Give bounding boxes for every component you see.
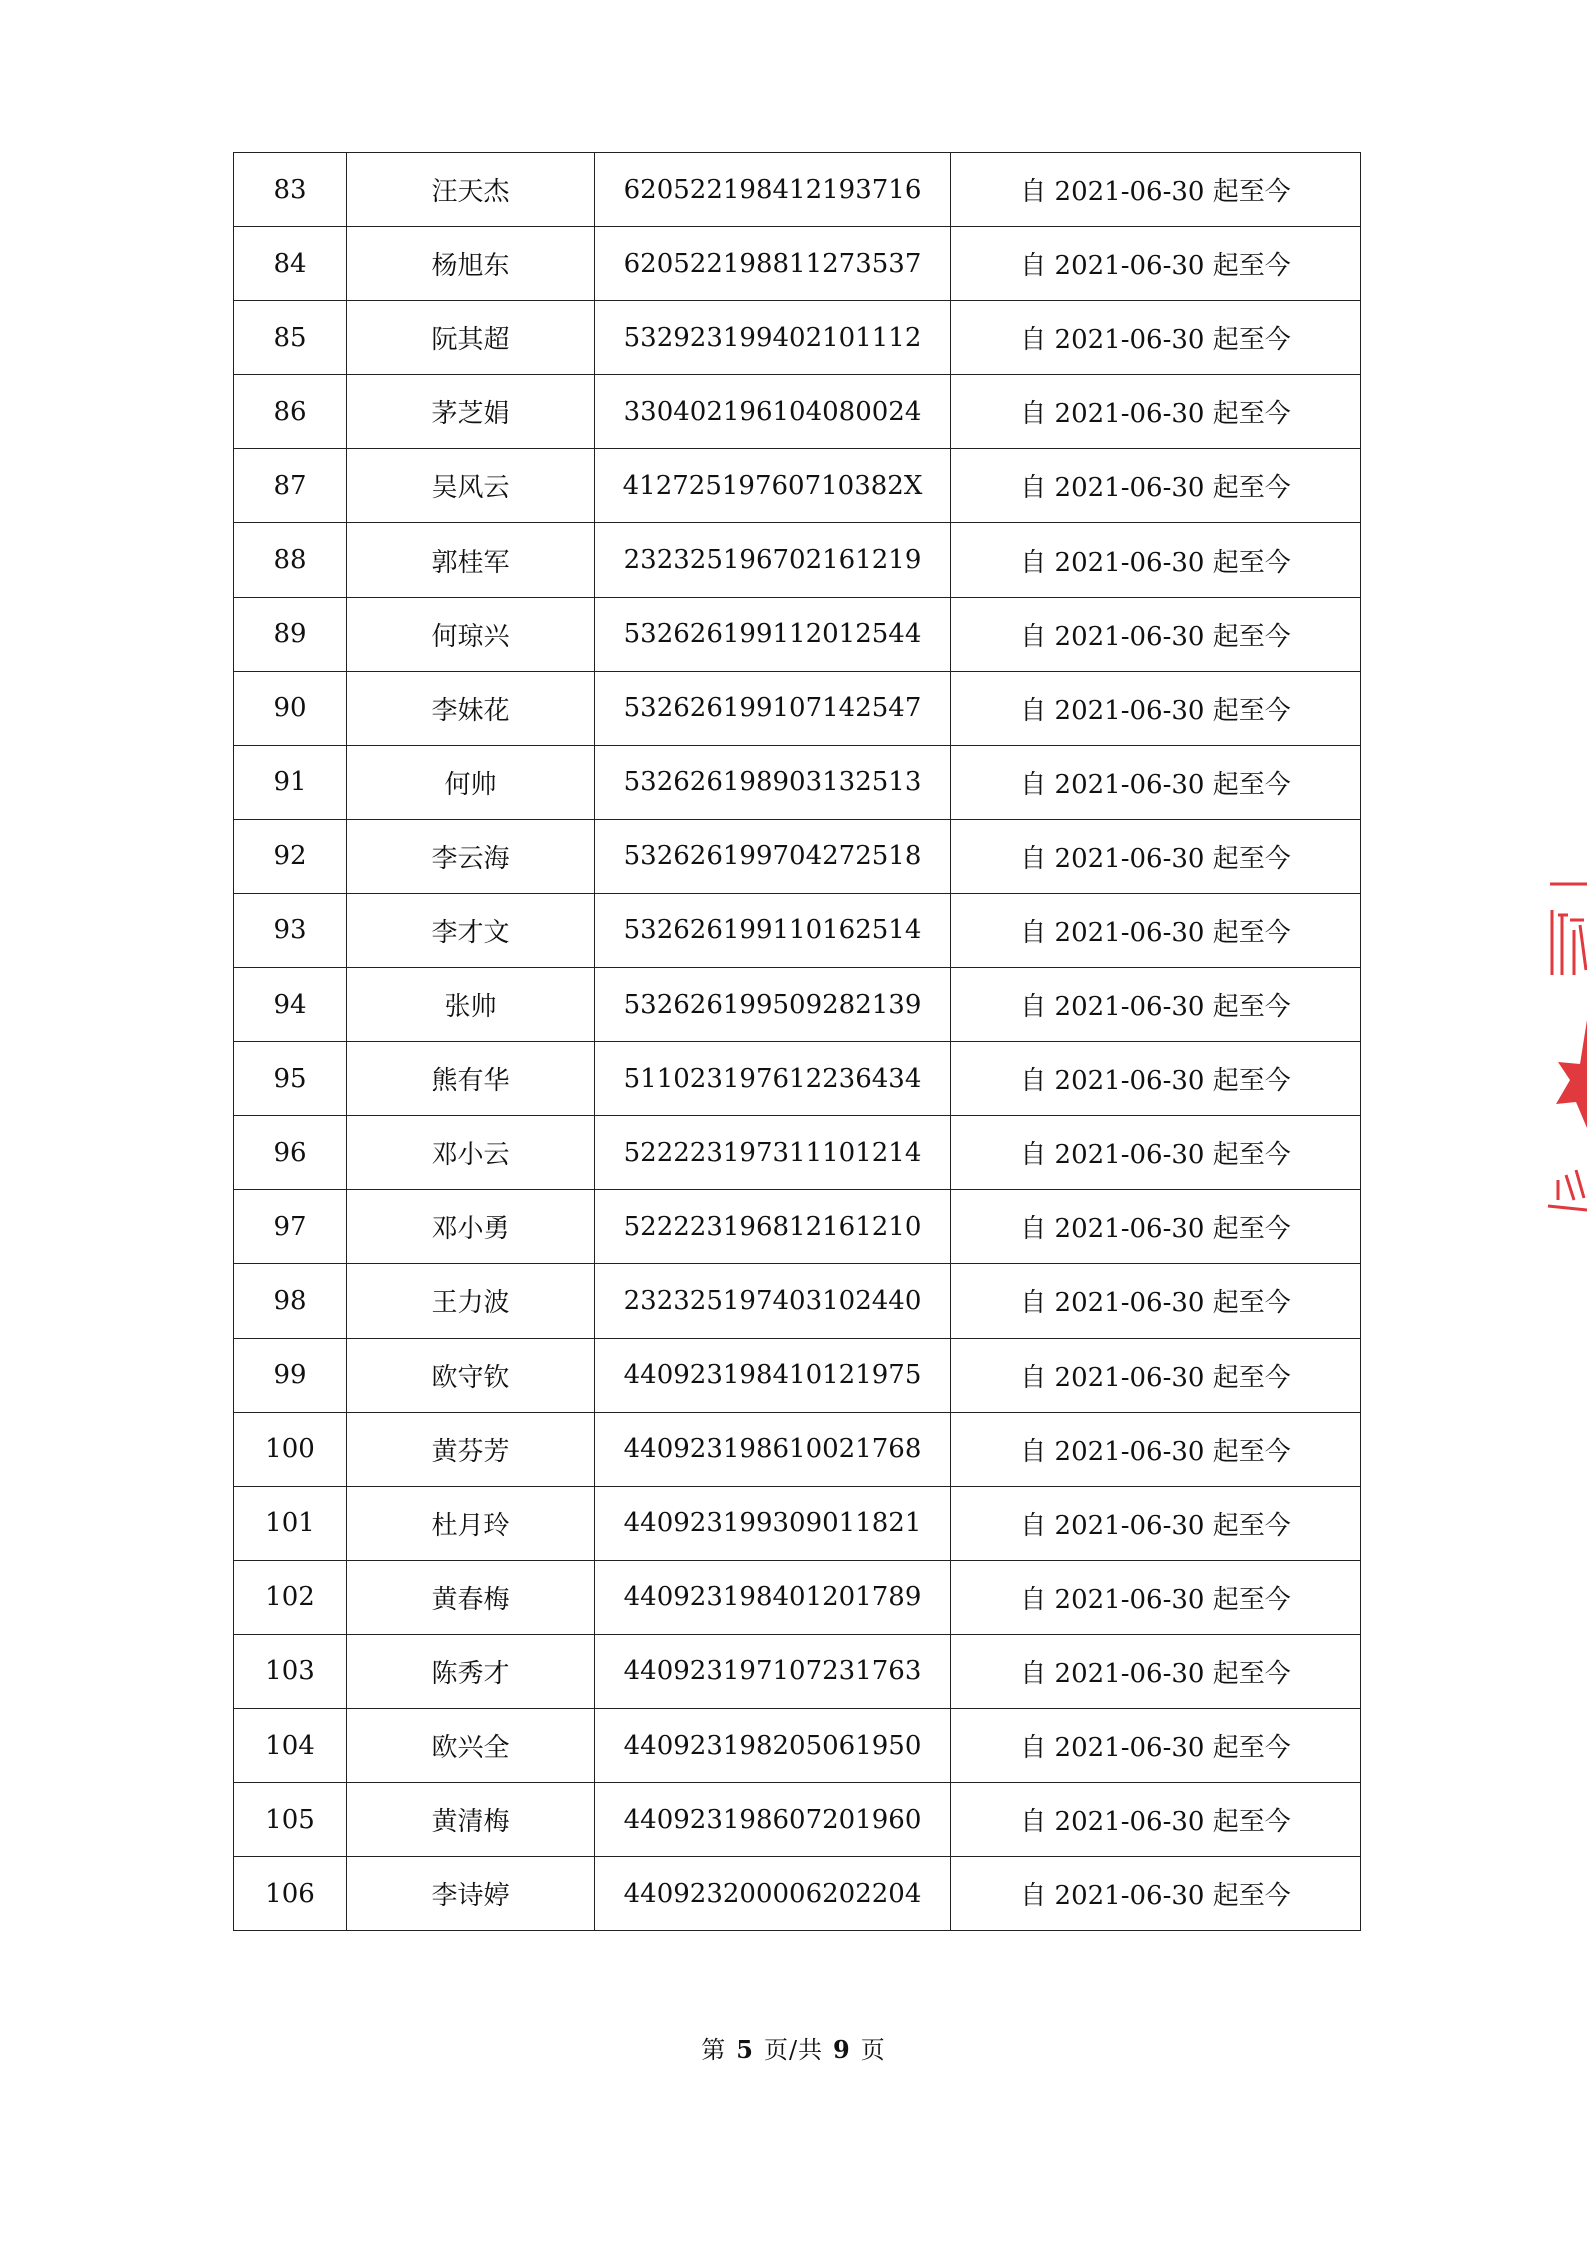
row-period: 自 2021-06-30 起至今 [951, 671, 1361, 745]
row-id-number: 532626199107142547 [595, 671, 951, 745]
row-period: 自 2021-06-30 起至今 [951, 819, 1361, 893]
row-id-number: 532626199704272518 [595, 819, 951, 893]
row-number: 90 [234, 671, 347, 745]
page-footer [0, 2030, 1587, 2065]
row-id-number: 440923198610021768 [595, 1412, 951, 1486]
row-name: 李诗婷 [347, 1857, 595, 1931]
row-number: 83 [234, 153, 347, 227]
row-name: 李才文 [347, 893, 595, 967]
row-name: 邓小云 [347, 1116, 595, 1190]
table-row [234, 1634, 1361, 1708]
table-row [234, 597, 1361, 671]
row-number: 95 [234, 1042, 347, 1116]
row-id-number: 522223196812161210 [595, 1190, 951, 1264]
row-period: 自 2021-06-30 起至今 [951, 153, 1361, 227]
row-id-number: 620522198811273537 [595, 227, 951, 301]
table-row [234, 301, 1361, 375]
footer-total-pages: 9 [833, 2035, 851, 2064]
row-number: 97 [234, 1190, 347, 1264]
row-name: 何琼兴 [347, 597, 595, 671]
table-row [234, 1412, 1361, 1486]
row-name: 茅芝娟 [347, 375, 595, 449]
footer-middle: 页/共 [763, 2036, 824, 2064]
row-number: 94 [234, 968, 347, 1042]
row-number: 103 [234, 1634, 347, 1708]
table-row [234, 523, 1361, 597]
row-name: 阮其超 [347, 301, 595, 375]
row-number: 89 [234, 597, 347, 671]
row-number: 102 [234, 1560, 347, 1634]
row-number: 105 [234, 1783, 347, 1857]
table-row [234, 1116, 1361, 1190]
row-id-number: 232325197403102440 [595, 1264, 951, 1338]
table-row [234, 1857, 1361, 1931]
row-number: 85 [234, 301, 347, 375]
table-row [234, 1264, 1361, 1338]
row-number: 93 [234, 893, 347, 967]
table-row [234, 375, 1361, 449]
row-id-number: 440923198205061950 [595, 1708, 951, 1782]
row-period: 自 2021-06-30 起至今 [951, 893, 1361, 967]
row-name: 黄清梅 [347, 1783, 595, 1857]
row-id-number: 41272519760710382X [595, 449, 951, 523]
row-id-number: 532626199509282139 [595, 968, 951, 1042]
row-id-number: 532626199112012544 [595, 597, 951, 671]
table-row [234, 1338, 1361, 1412]
row-number: 91 [234, 745, 347, 819]
row-name: 吴风云 [347, 449, 595, 523]
row-id-number: 511023197612236434 [595, 1042, 951, 1116]
row-name: 张帅 [347, 968, 595, 1042]
row-id-number: 532626198903132513 [595, 745, 951, 819]
table-row [234, 1560, 1361, 1634]
seal-star [1556, 1020, 1587, 1128]
row-name: 汪天杰 [347, 153, 595, 227]
row-period: 自 2021-06-30 起至今 [951, 745, 1361, 819]
table-row [234, 1486, 1361, 1560]
row-number: 92 [234, 819, 347, 893]
row-number: 106 [234, 1857, 347, 1931]
row-id-number: 440923198410121975 [595, 1338, 951, 1412]
row-name: 熊有华 [347, 1042, 595, 1116]
row-period: 自 2021-06-30 起至今 [951, 1560, 1361, 1634]
row-number: 87 [234, 449, 347, 523]
row-period: 自 2021-06-30 起至今 [951, 1042, 1361, 1116]
row-name: 欧兴全 [347, 1708, 595, 1782]
row-period: 自 2021-06-30 起至今 [951, 1338, 1361, 1412]
row-name: 何帅 [347, 745, 595, 819]
row-number: 98 [234, 1264, 347, 1338]
row-number: 99 [234, 1338, 347, 1412]
table-row [234, 968, 1361, 1042]
row-id-number: 440923197107231763 [595, 1634, 951, 1708]
footer-prefix: 第 [701, 2036, 727, 2064]
row-id-number: 232325196702161219 [595, 523, 951, 597]
table-row [234, 745, 1361, 819]
table-row [234, 449, 1361, 523]
row-name: 王力波 [347, 1264, 595, 1338]
row-name: 欧守钦 [347, 1338, 595, 1412]
table-row [234, 893, 1361, 967]
seal-shape [1548, 884, 1587, 1210]
row-name: 陈秀才 [347, 1634, 595, 1708]
row-period: 自 2021-06-30 起至今 [951, 449, 1361, 523]
row-period: 自 2021-06-30 起至今 [951, 227, 1361, 301]
row-period: 自 2021-06-30 起至今 [951, 597, 1361, 671]
row-period: 自 2021-06-30 起至今 [951, 1116, 1361, 1190]
row-id-number: 440923198607201960 [595, 1783, 951, 1857]
row-number: 100 [234, 1412, 347, 1486]
row-name: 黄芬芳 [347, 1412, 595, 1486]
table-row [234, 1783, 1361, 1857]
row-number: 86 [234, 375, 347, 449]
row-number: 88 [234, 523, 347, 597]
row-period: 自 2021-06-30 起至今 [951, 375, 1361, 449]
row-name: 黄春梅 [347, 1560, 595, 1634]
table-row [234, 153, 1361, 227]
table-row [234, 819, 1361, 893]
footer-current-page: 5 [736, 2035, 754, 2064]
red-seal-stamp-partial [1540, 880, 1587, 1235]
row-period: 自 2021-06-30 起至今 [951, 301, 1361, 375]
row-number: 84 [234, 227, 347, 301]
row-number: 104 [234, 1708, 347, 1782]
row-number: 101 [234, 1486, 347, 1560]
row-period: 自 2021-06-30 起至今 [951, 1412, 1361, 1486]
row-period: 自 2021-06-30 起至今 [951, 1486, 1361, 1560]
row-period: 自 2021-06-30 起至今 [951, 1857, 1361, 1931]
table-row [234, 1708, 1361, 1782]
table-row [234, 227, 1361, 301]
row-period: 自 2021-06-30 起至今 [951, 1634, 1361, 1708]
row-id-number: 620522198412193716 [595, 153, 951, 227]
row-id-number: 532923199402101112 [595, 301, 951, 375]
row-period: 自 2021-06-30 起至今 [951, 1783, 1361, 1857]
row-id-number: 522223197311101214 [595, 1116, 951, 1190]
row-id-number: 330402196104080024 [595, 375, 951, 449]
row-id-number: 440923200006202204 [595, 1857, 951, 1931]
row-period: 自 2021-06-30 起至今 [951, 1190, 1361, 1264]
row-id-number: 440923199309011821 [595, 1486, 951, 1560]
personnel-table [233, 152, 1361, 1931]
row-name: 邓小勇 [347, 1190, 595, 1264]
row-period: 自 2021-06-30 起至今 [951, 968, 1361, 1042]
table-row [234, 1042, 1361, 1116]
row-name: 杜月玲 [347, 1486, 595, 1560]
row-name: 郭桂军 [347, 523, 595, 597]
table-row [234, 1190, 1361, 1264]
row-period: 自 2021-06-30 起至今 [951, 1708, 1361, 1782]
row-period: 自 2021-06-30 起至今 [951, 523, 1361, 597]
table-body [234, 153, 1361, 1931]
row-name: 杨旭东 [347, 227, 595, 301]
footer-suffix: 页 [860, 2036, 886, 2064]
row-id-number: 440923198401201789 [595, 1560, 951, 1634]
row-name: 李云海 [347, 819, 595, 893]
row-name: 李妹花 [347, 671, 595, 745]
row-number: 96 [234, 1116, 347, 1190]
row-id-number: 532626199110162514 [595, 893, 951, 967]
table-row [234, 671, 1361, 745]
row-period: 自 2021-06-30 起至今 [951, 1264, 1361, 1338]
